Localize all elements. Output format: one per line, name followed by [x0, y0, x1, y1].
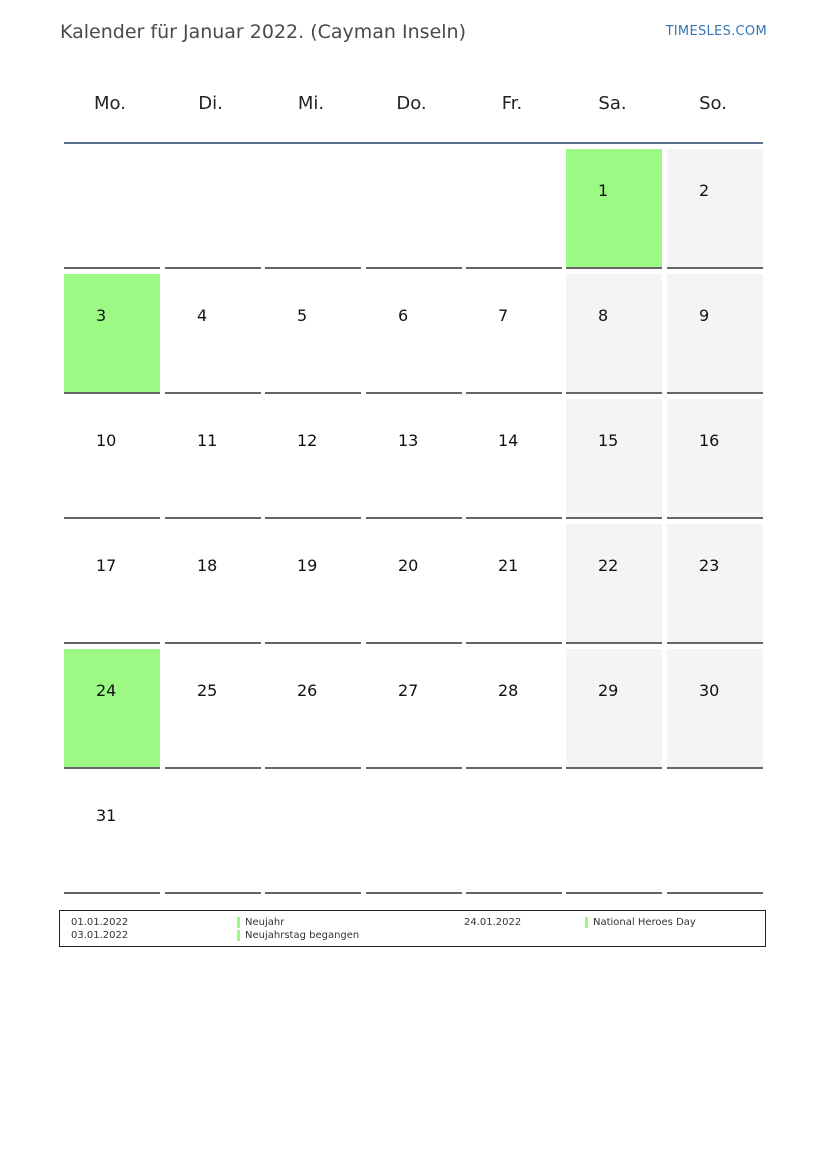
- day-cell[interactable]: [64, 274, 160, 394]
- empty-day-cell: [466, 774, 562, 894]
- day-cell[interactable]: [265, 399, 361, 519]
- cell-divider: [265, 767, 361, 769]
- empty-day-cell: [566, 774, 662, 894]
- day-number: 13: [398, 431, 419, 450]
- day-cell[interactable]: [64, 774, 160, 894]
- day-number: 21: [498, 556, 519, 575]
- cell-divider: [64, 767, 160, 769]
- day-number: 19: [297, 556, 318, 575]
- legend-date: 03.01.2022: [71, 930, 129, 941]
- cell-divider: [466, 392, 562, 394]
- cell-divider: [265, 267, 361, 269]
- cell-divider: [466, 267, 562, 269]
- empty-day-cell: [265, 149, 361, 269]
- holiday-legend: [59, 910, 766, 947]
- day-cell[interactable]: [667, 649, 763, 769]
- day-number: 2: [699, 181, 710, 200]
- cell-divider: [265, 392, 361, 394]
- day-cell[interactable]: [566, 524, 662, 644]
- page-title: Kalender für Januar 2022. (Cayman Inseln): [60, 21, 466, 43]
- day-number: 25: [197, 681, 218, 700]
- cell-divider: [265, 517, 361, 519]
- day-number: 5: [297, 306, 308, 325]
- day-cell[interactable]: [64, 524, 160, 644]
- cell-divider: [566, 767, 662, 769]
- brand-link[interactable]: TIMESLES.COM: [665, 24, 767, 39]
- day-number: 10: [96, 431, 117, 450]
- cell-divider: [566, 517, 662, 519]
- cell-divider: [366, 767, 462, 769]
- weekday-so: So.: [699, 93, 727, 114]
- day-cell[interactable]: [566, 149, 662, 269]
- empty-day-cell: [366, 774, 462, 894]
- day-number: 28: [498, 681, 519, 700]
- day-cell[interactable]: [566, 399, 662, 519]
- day-number: 31: [96, 806, 117, 825]
- cell-divider: [466, 517, 562, 519]
- day-cell[interactable]: [165, 399, 261, 519]
- empty-day-cell: [165, 774, 261, 894]
- cell-divider: [667, 892, 763, 894]
- legend-holiday-name: National Heroes Day: [585, 916, 696, 929]
- legend-date: 01.01.2022: [71, 917, 129, 928]
- cell-divider: [667, 767, 763, 769]
- day-cell[interactable]: [466, 524, 562, 644]
- day-number: 18: [197, 556, 218, 575]
- empty-day-cell: [64, 149, 160, 269]
- day-number: 22: [598, 556, 619, 575]
- weekday-mo: Mo.: [94, 93, 126, 114]
- cell-divider: [165, 892, 261, 894]
- day-number: 9: [699, 306, 710, 325]
- day-number: 7: [498, 306, 509, 325]
- day-number: 16: [699, 431, 720, 450]
- cell-divider: [64, 392, 160, 394]
- day-cell[interactable]: [366, 649, 462, 769]
- day-cell[interactable]: [667, 149, 763, 269]
- cell-divider: [667, 267, 763, 269]
- day-number: 20: [398, 556, 419, 575]
- cell-divider: [667, 517, 763, 519]
- day-cell[interactable]: [667, 399, 763, 519]
- cell-divider: [265, 892, 361, 894]
- day-number: 30: [699, 681, 720, 700]
- day-cell[interactable]: [64, 399, 160, 519]
- cell-divider: [466, 642, 562, 644]
- cell-divider: [64, 267, 160, 269]
- day-cell[interactable]: [667, 524, 763, 644]
- cell-divider: [165, 767, 261, 769]
- day-number: 27: [398, 681, 419, 700]
- header-divider: [64, 142, 763, 144]
- day-cell[interactable]: [466, 649, 562, 769]
- cell-divider: [366, 267, 462, 269]
- cell-divider: [366, 392, 462, 394]
- day-number: 3: [96, 306, 107, 325]
- day-cell[interactable]: [466, 274, 562, 394]
- weekday-do: Do.: [396, 93, 427, 114]
- day-number: 26: [297, 681, 318, 700]
- cell-divider: [165, 517, 261, 519]
- cell-divider: [366, 892, 462, 894]
- day-number: 4: [197, 306, 208, 325]
- weekday-header-row: [62, 90, 765, 118]
- cell-divider: [165, 392, 261, 394]
- legend-holiday-name: Neujahrstag begangen: [237, 929, 359, 942]
- legend-date: 24.01.2022: [464, 917, 522, 928]
- day-cell[interactable]: [566, 649, 662, 769]
- cell-divider: [566, 267, 662, 269]
- cell-divider: [165, 642, 261, 644]
- weekday-fr: Fr.: [501, 93, 523, 114]
- cell-divider: [566, 392, 662, 394]
- day-cell[interactable]: [366, 399, 462, 519]
- cell-divider: [667, 392, 763, 394]
- day-number: 15: [598, 431, 619, 450]
- cell-divider: [466, 767, 562, 769]
- day-number: 23: [699, 556, 720, 575]
- day-number: 14: [498, 431, 519, 450]
- day-number: 29: [598, 681, 619, 700]
- cell-divider: [265, 642, 361, 644]
- day-cell[interactable]: [165, 274, 261, 394]
- legend-holiday-name: Neujahr: [237, 916, 284, 929]
- cell-divider: [64, 517, 160, 519]
- weekday-di: Di.: [198, 93, 223, 114]
- cell-divider: [366, 517, 462, 519]
- empty-day-cell: [265, 774, 361, 894]
- day-number: 8: [598, 306, 609, 325]
- empty-day-cell: [667, 774, 763, 894]
- day-number: 1: [598, 181, 609, 200]
- weekday-mi: Mi.: [297, 93, 325, 114]
- weekday-sa: Sa.: [598, 93, 627, 114]
- cell-divider: [366, 642, 462, 644]
- empty-day-cell: [366, 149, 462, 269]
- day-cell[interactable]: [265, 274, 361, 394]
- day-cell[interactable]: [265, 524, 361, 644]
- cell-divider: [566, 892, 662, 894]
- day-cell[interactable]: [366, 274, 462, 394]
- day-cell[interactable]: [466, 399, 562, 519]
- day-cell[interactable]: [366, 524, 462, 644]
- day-cell[interactable]: [165, 524, 261, 644]
- day-number: 24: [96, 681, 117, 700]
- empty-day-cell: [466, 149, 562, 269]
- cell-divider: [64, 892, 160, 894]
- empty-day-cell: [165, 149, 261, 269]
- day-cell[interactable]: [64, 649, 160, 769]
- day-cell[interactable]: [566, 274, 662, 394]
- day-number: 11: [197, 431, 218, 450]
- day-number: 12: [297, 431, 318, 450]
- day-number: 6: [398, 306, 409, 325]
- cell-divider: [165, 267, 261, 269]
- day-cell[interactable]: [265, 649, 361, 769]
- cell-divider: [64, 642, 160, 644]
- cell-divider: [566, 642, 662, 644]
- day-number: 17: [96, 556, 117, 575]
- day-cell[interactable]: [165, 649, 261, 769]
- day-cell[interactable]: [667, 274, 763, 394]
- cell-divider: [466, 892, 562, 894]
- cell-divider: [667, 642, 763, 644]
